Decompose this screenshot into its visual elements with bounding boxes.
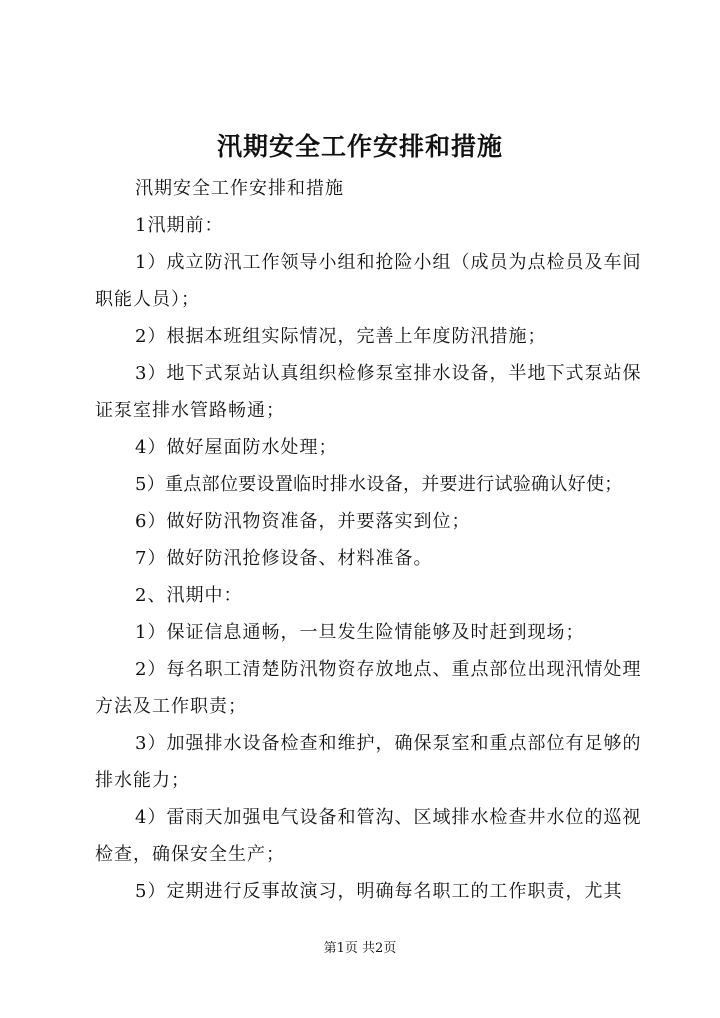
paragraph-section-before-flood: 1汛期前： — [135, 215, 224, 236]
document-title: 汛期安全工作安排和措施 — [216, 132, 503, 161]
document-body — [95, 170, 645, 910]
paragraph-item: 3）地下式泵站认真组织检修泵室排水设备，半地下式泵站保证泵室排水管路畅通； — [95, 363, 642, 421]
page-footer: 第1页 共2页 — [323, 941, 397, 956]
paragraph-item: 7）做好防汛抢修设备、材料准备。 — [135, 548, 433, 569]
paragraph-item: 6）做好防汛物资准备，并要落实到位； — [135, 511, 471, 532]
paragraph-item: 4）做好屋面防水处理； — [135, 437, 338, 458]
paragraph-item: 4）雷雨天加强电气设备和管沟、区域排水检查井水位的巡视检查，确保安全生产； — [95, 807, 642, 865]
paragraph-item: 1）保证信息通畅，一旦发生险情能够及时赶到现场； — [135, 622, 585, 643]
paragraph-item: 2）根据本班组实际情况，完善上年度防汛措施； — [135, 326, 547, 347]
paragraph-item: 5）重点部位要设置临时排水设备，并要进行试验确认好使； — [135, 474, 623, 495]
paragraph-section-during-flood: 2、汛期中： — [135, 585, 243, 606]
paragraph-item: 1）成立防汛工作领导小组和抢险小组（成员为点检员及车间职能人员）； — [95, 252, 642, 310]
paragraph-item: 3）加强排水设备检查和维护，确保泵室和重点部位有足够的排水能力； — [95, 733, 642, 791]
paragraph-item: 2）每名职工清楚防汛物资存放地点、重点部位出现汛情处理方法及工作职责； — [95, 659, 642, 717]
paragraph-subtitle: 汛期安全工作安排和措施 — [135, 178, 344, 199]
paragraph-item: 5）定期进行反事故演习，明确每名职工的工作职责，尤其 — [135, 881, 623, 902]
